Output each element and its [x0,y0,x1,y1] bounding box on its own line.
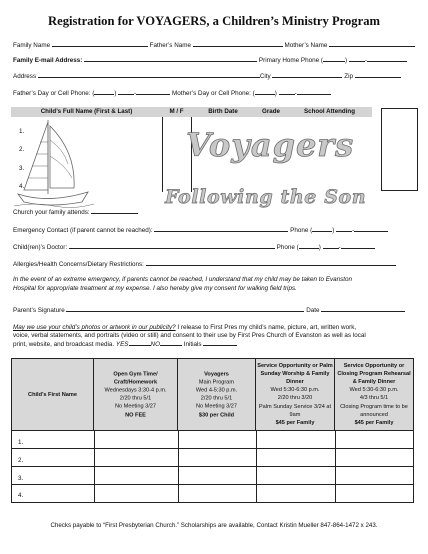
email-row: Family E-mail Address: Primary Home Phone ( ) - [13,56,407,64]
child-row-number: 4. [19,183,25,190]
primary-phone-number-field[interactable] [367,56,407,62]
voyagers-line: Main Program [198,379,235,386]
program-column-divider [178,430,179,503]
program-header-child-name [12,359,94,430]
photo-text-1: I release to First Pres my child’s name, picture, art, written work, [175,324,357,331]
program-header-child-name-text: Child’s First Name [28,391,77,398]
zip-field[interactable] [355,72,401,78]
emergency-contact-row: Emergency Contact (if parent cannot be reached): Phone ( ) - [13,226,388,234]
doctor-phone-area-field[interactable] [299,243,319,249]
program-row-line [12,448,413,449]
photo-release-line-1 [13,324,356,331]
program-row-number: 3. [18,475,24,482]
side-box [381,108,418,191]
emergency-phone-number-field[interactable] [354,226,388,232]
family-name-field[interactable] [52,41,148,47]
zip-label: Zip [344,73,353,80]
family-email-field[interactable] [84,56,257,62]
mothers-phone-area-field[interactable] [255,89,275,95]
doctor-label: Child(ren)’s Doctor: [13,244,68,251]
program-row-number: 4. [18,492,24,499]
program-header-open-gym [94,359,178,430]
voyagers-price: $30 per Child [198,411,235,418]
child-row-number: 2. [19,146,25,153]
voyagers-line: Wed 4-5:30 p.m. [195,387,238,394]
photo-question: May we use your child’s photos or artwork in our publicity? [13,324,176,331]
allergies-field[interactable] [146,260,396,266]
doctor-phone-number-field[interactable] [341,243,375,249]
palm-sunday-line: Wed 5:30-6:30 p.m. [270,387,320,394]
program-row-line [12,430,413,431]
fathers-phone-number-field[interactable] [136,89,170,95]
program-header-closing-program [335,359,413,430]
address-label: Address [13,73,37,80]
emergency-phone-area-field[interactable] [312,226,332,232]
photo-initials-label: Initials [183,341,202,348]
doctor-field[interactable] [69,243,275,249]
date-label: Date [306,307,320,314]
mothers-phone-label: Mother’s Day or Cell Phone: ( [172,90,255,97]
mothers-name-label: Mother’s Name [284,42,328,49]
photo-yes-label: YES [115,341,129,348]
doctor-phone-label: Phone ( [276,244,299,251]
palm-sunday-price: $45 per Family [275,420,315,427]
fathers-phone-prefix-field[interactable] [118,89,134,95]
fathers-name-field[interactable] [193,41,283,47]
open-gym-line: 2/20 thru 5/1 [119,395,152,402]
school-header: School Attending [287,107,372,117]
photo-text-3: print, website, and broadcast media. [13,341,115,348]
open-gym-line: No Meeting 3/27 [114,403,157,410]
gender-header: M / F [162,107,191,117]
program-row-number: 1. [18,439,24,446]
photo-no-field[interactable] [160,340,182,346]
closing-program-title: Service Opportunity or Closing Program Rehearsal & Family Dinner [337,362,411,386]
signature-row [13,306,405,314]
voyagers-line: No Meeting 3/27 [195,403,238,410]
palm-sunday-line: Palm Sunday Service 3/24 at 9am [258,403,332,418]
closing-program-price: $45 per Family [354,420,394,427]
signature-field[interactable] [66,306,304,312]
birth-date-header: Birth Date [191,107,255,117]
voyagers-line: 2/20 thru 5/1 [200,395,233,402]
parent-phones-row: Father’s Day or Cell Phone: ( ) - Mother’s Day or Cell Phone: ( ) - [13,89,331,97]
photo-release-line-3 [13,340,237,348]
mothers-phone-prefix-field[interactable] [279,89,295,95]
closing-program-line: Closing Program time to be announced [340,403,408,418]
family-name-row [13,41,415,49]
emergency-statement-line-1: In the event of an extreme emergency, if parents cannot be reached, I understand that my child may be taken to Evanston [13,276,353,283]
signature-label: Parent’s Signature [13,307,65,314]
primary-phone-label: Primary Home Phone ( [258,57,323,64]
palm-sunday-title: Service Opportunity or Palm Sunday Worship & Family Dinner [257,362,333,386]
allergies-label: Allergies/Health Concerns/Dietary Restrictions: [13,261,144,268]
column-divider [162,117,163,192]
open-gym-title: Open Gym Time/ Craft/Homework [113,370,158,386]
closing-program-line: 4/3 thru 5/1 [359,395,389,402]
address-field[interactable] [38,72,260,78]
footer-note: Checks payable to “First Presbyterian Church.” Scholarships are available, Contact Kristin Mueller 847-864-1472 x 243. [50,522,378,529]
address-row [13,72,401,80]
program-column-divider [94,430,95,503]
program-table [11,358,414,503]
city-field[interactable] [272,72,342,78]
fathers-phone-label: Father’s Day or Cell Phone: ( [13,90,95,97]
photo-no-label: NO [150,341,160,348]
family-name-label: Family Name [13,42,51,49]
grade-header: Grade [255,107,287,117]
doctor-phone-prefix-field[interactable] [323,243,339,249]
program-row-line [12,466,413,467]
fathers-name-label: Father’s Name [149,42,192,49]
city-label: City [259,73,271,80]
allergies-row [13,260,396,268]
doctor-row: Child(ren)’s Doctor: Phone ( ) - [13,243,375,251]
voyagers-title: Voyagers [204,370,229,377]
following-the-son-logo: Following the Son [165,186,367,208]
form-title: Registration for VOYAGERS, a Children’s Ministry Program [48,14,380,28]
open-gym-line: Wednesdays 3:30-4 p.m. [104,387,167,394]
child-name-header: Child’s Full Name (First & Last) [11,107,162,117]
open-gym-price: NO FEE [125,411,146,418]
palm-sunday-line: 2/20 thru 3/20 [277,395,313,402]
program-row-line [12,484,413,485]
program-header-voyagers [178,359,256,430]
program-column-divider [256,430,257,503]
child-row-number: 3. [19,165,25,172]
program-header-palm-sunday [256,359,335,430]
photo-yes-field[interactable] [129,340,151,346]
date-field[interactable] [321,306,405,312]
program-row-number: 2. [18,457,24,464]
fathers-phone-area-field[interactable] [94,89,114,95]
emergency-phone-label: Phone ( [290,227,313,234]
emergency-statement-line-2: Hospital for appropriate treatment at my expense. I also hereby give my consent for walking field trips. [13,285,297,292]
church-row [13,208,138,216]
photo-initials-field[interactable] [203,340,237,346]
program-column-divider [335,430,336,503]
primary-phone-area-field[interactable] [323,56,345,62]
voyagers-logo: Voyagers [186,126,355,164]
church-label: Church your family attends: [13,209,90,216]
emergency-phone-prefix-field[interactable] [336,226,352,232]
church-field[interactable] [91,208,138,214]
family-email-label: Family E-mail Address: [13,57,83,64]
emergency-contact-field[interactable] [154,226,288,232]
emergency-contact-label: Emergency Contact (if parent cannot be reached): [13,227,153,234]
primary-phone-prefix-field[interactable] [349,56,365,62]
photo-release-line-2: voice, verbal statements, and portraits (video or still) and consent to their use by First Pres Church of Evanston as well as local [13,332,366,339]
child-row-number: 1. [19,128,25,135]
mothers-name-field[interactable] [329,41,415,47]
closing-program-line: Wed 5:30-6:30 p.m. [349,387,399,394]
mothers-phone-number-field[interactable] [297,89,331,95]
